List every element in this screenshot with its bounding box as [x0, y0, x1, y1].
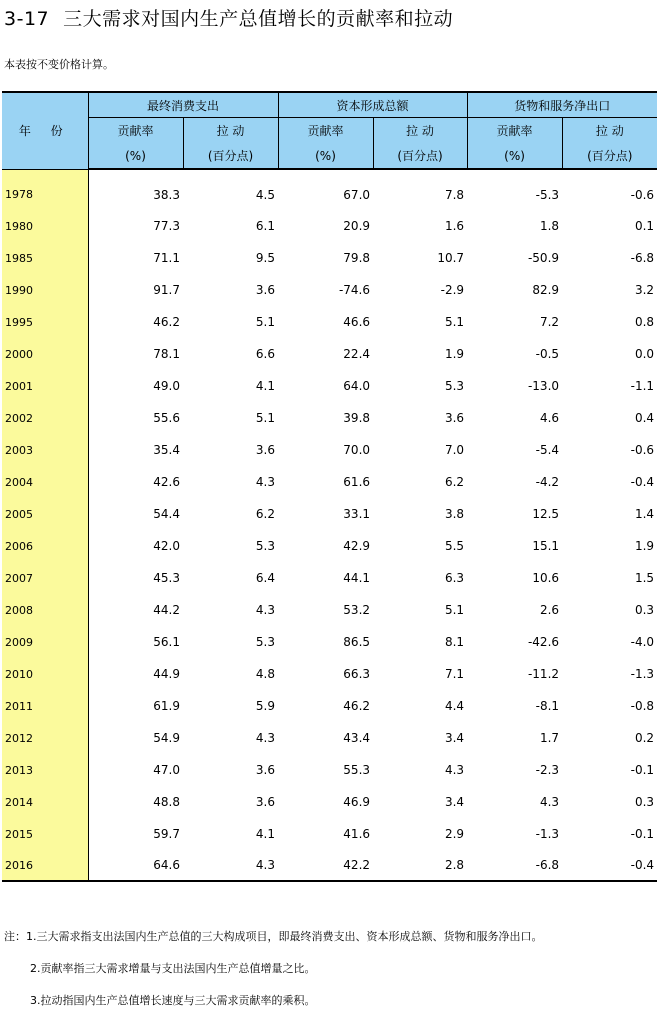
table-row — [2, 498, 657, 530]
cell-value: -50.9 — [527, 251, 560, 265]
row-year: 1995 — [2, 306, 88, 338]
sub-header-pull-unit: (百分点) — [373, 143, 467, 169]
cell-value: 45.3 — [153, 571, 180, 585]
cell-value: 4.5 — [255, 188, 276, 202]
table-row — [2, 169, 657, 210]
cell-value: 41.6 — [343, 827, 371, 841]
cell-value: 53.2 — [343, 603, 371, 617]
sub-header-contribution-unit: (%) — [278, 143, 373, 169]
sub-header-contribution-unit: (%) — [88, 143, 183, 169]
cell-value: 4.3 — [255, 731, 276, 745]
cell-value: 15.1 — [532, 539, 560, 553]
row-year: 1990 — [2, 274, 88, 306]
row-year: 2011 — [2, 690, 88, 722]
cell-value: -11.2 — [527, 667, 560, 681]
cell-value: -74.6 — [338, 283, 371, 297]
cell-value: -0.6 — [630, 188, 655, 202]
cell-value: 64.6 — [88, 850, 183, 881]
cell-value: 6.4 — [255, 571, 276, 585]
row-year: 2000 — [2, 338, 88, 370]
sub-header-contribution: 贡献率 — [88, 118, 183, 144]
cell-value: 3.6 — [444, 411, 465, 425]
cell-value: -1.3 — [630, 667, 655, 681]
row-year: 2014 — [2, 786, 88, 818]
cell-value: 0.2 — [634, 731, 655, 745]
cell-value: 79.8 — [343, 251, 371, 265]
cell-value: 1.5 — [634, 571, 655, 585]
table-number: 3-17 — [4, 8, 50, 30]
cell-value: 44.2 — [153, 603, 180, 617]
cell-value: -0.8 — [630, 699, 655, 713]
table-row — [2, 626, 657, 658]
table-row — [2, 658, 657, 690]
table-row — [2, 722, 657, 754]
cell-value: 44.9 — [153, 667, 180, 681]
cell-value: 61.9 — [153, 699, 180, 713]
cell-value: 8.1 — [444, 635, 465, 649]
sub-header-pull: 拉 动 — [373, 118, 467, 144]
cell-value: 6.3 — [444, 571, 465, 585]
cell-value: 4.3 — [539, 795, 560, 809]
cell-value: 5.5 — [444, 539, 465, 553]
cell-value: 61.6 — [343, 475, 371, 489]
row-year: 2007 — [2, 562, 88, 594]
cell-value: 6.6 — [255, 347, 276, 361]
cell-value: 3.6 — [255, 283, 276, 297]
cell-value: 2.6 — [539, 603, 560, 617]
cell-value: -2.3 — [535, 763, 560, 777]
cell-value: 6.2 — [444, 475, 465, 489]
sub-header-pull-unit: (百分点) — [183, 143, 278, 169]
footnotes — [4, 921, 543, 1017]
row-year: 1980 — [2, 210, 88, 242]
footnote-2: 2.贡献率指三大需求增量与支出法国内生产总值增量之比。 — [30, 962, 316, 975]
cell-value: 4.8 — [255, 667, 276, 681]
cell-value: 1.9 — [444, 347, 465, 361]
cell-value: -1.3 — [535, 827, 560, 841]
footnote-1: 注：1.三大需求指支出法国内生产总值的三大构成项目，即最终消费支出、资本形成总额、货物和服务净出口。 — [4, 930, 543, 943]
year-header: 年 份 — [2, 92, 88, 169]
cell-value: 3.8 — [444, 507, 465, 521]
sub-header-contribution-unit: (%) — [467, 143, 562, 169]
cell-value: 0.3 — [634, 795, 655, 809]
cell-value: -6.8 — [630, 251, 655, 265]
table-row — [2, 434, 657, 466]
row-year: 2003 — [2, 434, 88, 466]
table-row — [2, 850, 657, 881]
footnote-3: 3.拉动指国内生产总值增长速度与三大需求贡献率的乘积。 — [30, 994, 316, 1007]
row-year: 2005 — [2, 498, 88, 530]
cell-value: -5.3 — [535, 188, 560, 202]
row-year: 2013 — [2, 754, 88, 786]
cell-value: 4.1 — [255, 827, 276, 841]
cell-value: 59.7 — [153, 827, 180, 841]
cell-value: -1.1 — [630, 379, 655, 393]
cell-value: 3.6 — [255, 763, 276, 777]
cell-value: -13.0 — [527, 379, 560, 393]
cell-value: 4.3 — [444, 763, 465, 777]
cell-value: 5.1 — [255, 315, 276, 329]
cell-value: -42.6 — [527, 635, 560, 649]
cell-value: 22.4 — [343, 347, 371, 361]
cell-value: 1.8 — [539, 219, 560, 233]
cell-value: -0.1 — [630, 827, 655, 841]
cell-value: 10.7 — [437, 251, 465, 265]
row-year: 2006 — [2, 530, 88, 562]
cell-value: 66.3 — [343, 667, 371, 681]
cell-value: 1.6 — [444, 219, 465, 233]
cell-value: 86.5 — [343, 635, 371, 649]
cell-value: 42.9 — [343, 539, 371, 553]
table-row — [2, 306, 657, 338]
row-year: 2016 — [2, 850, 88, 881]
row-year: 1985 — [2, 242, 88, 274]
cell-value: -5.4 — [535, 443, 560, 457]
cell-value: 38.3 — [153, 188, 180, 202]
row-year: 2002 — [2, 402, 88, 434]
cell-value: 46.2 — [343, 699, 371, 713]
cell-value: -0.1 — [630, 763, 655, 777]
cell-value: -4.2 — [535, 475, 560, 489]
table-row — [2, 210, 657, 242]
cell-value: 6.2 — [255, 507, 276, 521]
cell-value: 49.0 — [153, 379, 180, 393]
table-row — [2, 370, 657, 402]
cell-value: 48.8 — [153, 795, 180, 809]
cell-value: 5.9 — [255, 699, 276, 713]
sub-header-pull-unit: (百分点) — [562, 143, 657, 169]
cell-value: 39.8 — [343, 411, 371, 425]
cell-value: 1.9 — [634, 539, 655, 553]
cell-value: -8.1 — [535, 699, 560, 713]
cell-value: 3.6 — [255, 795, 276, 809]
row-year: 2012 — [2, 722, 88, 754]
cell-value: 0.1 — [634, 219, 655, 233]
cell-value: -4.0 — [630, 635, 655, 649]
page-title — [4, 4, 453, 31]
cell-value: 20.9 — [343, 219, 371, 233]
cell-value: 2.9 — [444, 827, 465, 841]
cell-value: 1.4 — [634, 507, 655, 521]
cell-value: 3.2 — [634, 283, 655, 297]
cell-value: 78.1 — [153, 347, 180, 361]
cell-value: 0.4 — [634, 411, 655, 425]
cell-value: -0.4 — [630, 475, 655, 489]
group-header-capital: 资本形成总额 — [278, 92, 467, 118]
cell-value: -2.9 — [440, 283, 465, 297]
sub-header-contribution: 贡献率 — [467, 118, 562, 144]
table-row — [2, 594, 657, 626]
unit-note: 本表按不变价格计算。 — [4, 58, 114, 71]
sub-header-contribution: 贡献率 — [278, 118, 373, 144]
cell-value: 71.1 — [153, 251, 180, 265]
cell-value: 4.3 — [255, 475, 276, 489]
table-row — [2, 466, 657, 498]
table-row — [2, 690, 657, 722]
table-row — [2, 242, 657, 274]
cell-value: 55.6 — [153, 411, 180, 425]
cell-value: -0.4 — [562, 850, 657, 881]
cell-value: -6.8 — [467, 850, 562, 881]
cell-value: 43.4 — [343, 731, 371, 745]
cell-value: 5.3 — [255, 635, 276, 649]
cell-value: 64.0 — [343, 379, 371, 393]
cell-value: 70.0 — [343, 443, 371, 457]
cell-value: 46.6 — [343, 315, 371, 329]
row-year: 2010 — [2, 658, 88, 690]
table-row — [2, 530, 657, 562]
cell-value: 5.3 — [444, 379, 465, 393]
cell-value: -0.5 — [535, 347, 560, 361]
cell-value: 35.4 — [153, 443, 180, 457]
sub-header-pull: 拉 动 — [183, 118, 278, 144]
cell-value: 0.0 — [634, 347, 655, 361]
cell-value: 67.0 — [343, 188, 371, 202]
table-row — [2, 402, 657, 434]
cell-value: 91.7 — [153, 283, 180, 297]
cell-value: 4.3 — [183, 850, 278, 881]
cell-value: 44.1 — [343, 571, 371, 585]
cell-value: 46.9 — [343, 795, 371, 809]
cell-value: 77.3 — [153, 219, 180, 233]
sub-header-pull: 拉 动 — [562, 118, 657, 144]
cell-value: 7.0 — [444, 443, 465, 457]
cell-value: -0.6 — [630, 443, 655, 457]
cell-value: 46.2 — [153, 315, 180, 329]
cell-value: 0.8 — [634, 315, 655, 329]
cell-value: 3.6 — [255, 443, 276, 457]
row-year: 2009 — [2, 626, 88, 658]
cell-value: 7.2 — [539, 315, 560, 329]
cell-value: 1.7 — [539, 731, 560, 745]
row-year: 2015 — [2, 818, 88, 850]
cell-value: 10.6 — [532, 571, 560, 585]
cell-value: 3.4 — [444, 795, 465, 809]
table-row — [2, 274, 657, 306]
cell-value: 0.3 — [634, 603, 655, 617]
cell-value: 47.0 — [153, 763, 180, 777]
data-table — [2, 91, 657, 882]
cell-value: 3.4 — [444, 731, 465, 745]
cell-value: 4.1 — [255, 379, 276, 393]
table-row — [2, 338, 657, 370]
table-row — [2, 562, 657, 594]
row-year: 1978 — [2, 169, 88, 210]
cell-value: 54.4 — [153, 507, 180, 521]
row-year: 2004 — [2, 466, 88, 498]
group-header-consumption: 最终消费支出 — [88, 92, 278, 118]
table-title: 三大需求对国内生产总值增长的贡献率和拉动 — [63, 8, 454, 30]
table-row — [2, 786, 657, 818]
cell-value: 5.3 — [255, 539, 276, 553]
cell-value: 7.1 — [444, 667, 465, 681]
cell-value: 42.0 — [153, 539, 180, 553]
cell-value: 5.1 — [444, 315, 465, 329]
cell-value: 7.8 — [444, 188, 465, 202]
cell-value: 9.5 — [255, 251, 276, 265]
cell-value: 42.2 — [278, 850, 373, 881]
cell-value: 33.1 — [343, 507, 371, 521]
cell-value: 4.4 — [444, 699, 465, 713]
cell-value: 56.1 — [153, 635, 180, 649]
cell-value: 55.3 — [343, 763, 371, 777]
table-body — [2, 169, 657, 881]
cell-value: 6.1 — [255, 219, 276, 233]
cell-value: 2.8 — [373, 850, 467, 881]
cell-value: 82.9 — [532, 283, 560, 297]
cell-value: 54.9 — [153, 731, 180, 745]
cell-value: 12.5 — [532, 507, 560, 521]
cell-value: 4.3 — [255, 603, 276, 617]
table-row — [2, 818, 657, 850]
group-header-net-export: 货物和服务净出口 — [467, 92, 657, 118]
cell-value: 5.1 — [255, 411, 276, 425]
row-year: 2001 — [2, 370, 88, 402]
cell-value: 4.6 — [539, 411, 560, 425]
table-row — [2, 754, 657, 786]
row-year: 2008 — [2, 594, 88, 626]
cell-value: 5.1 — [444, 603, 465, 617]
cell-value: 42.6 — [153, 475, 180, 489]
